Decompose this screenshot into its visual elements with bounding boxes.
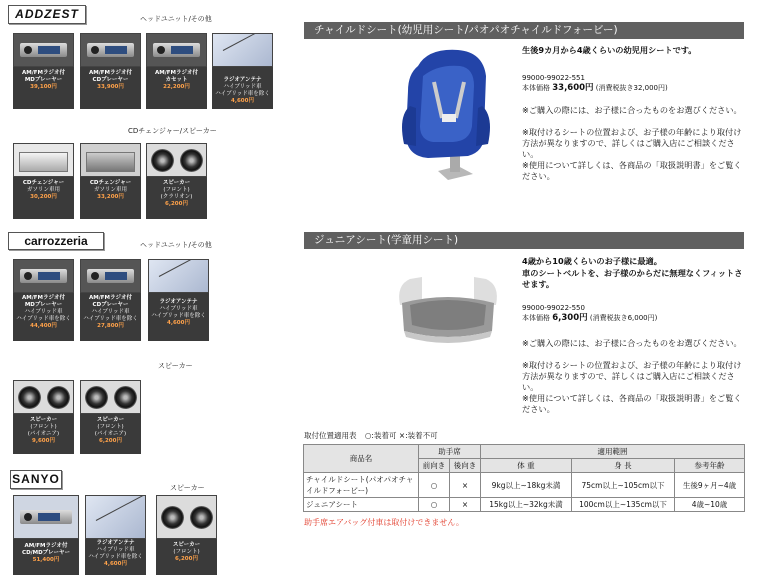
product-price: 6,200円 xyxy=(175,556,198,562)
product-card[interactable] xyxy=(156,495,217,575)
row-age: 4歳~10歳 xyxy=(675,498,745,512)
product-name: スピーカー xyxy=(172,542,201,548)
cassette-image xyxy=(146,33,207,67)
table-row xyxy=(304,498,745,512)
product-sub: ハイブリッド車 ハイブリッド車を除く xyxy=(83,309,138,322)
product-name: AM/FMラジオ付 MDプレーヤー xyxy=(22,70,65,83)
product-card[interactable] xyxy=(80,33,141,109)
product-price: 22,200円 xyxy=(163,84,190,90)
product-name: CDチェンジャー xyxy=(89,180,132,186)
col-header-age: 参考年齢 xyxy=(675,459,745,473)
product-card[interactable] xyxy=(13,495,79,575)
speaker-image xyxy=(146,143,207,177)
product-sub: (フロント) (クラリオン) xyxy=(160,187,193,200)
carrozzeria-logo: carrozzeria xyxy=(8,232,104,250)
product-price: 27,800円 xyxy=(97,323,124,329)
addzest-logo: ADDZEST xyxy=(8,5,86,24)
col-header-forward: 前向き xyxy=(419,459,450,473)
product-price: 33,900円 xyxy=(97,84,124,90)
product-price: 33,200円 xyxy=(97,194,124,200)
product-card[interactable] xyxy=(146,143,207,219)
col-header-backward: 後向き xyxy=(450,459,481,473)
md-player-image xyxy=(13,33,74,67)
junior-seat-image xyxy=(392,265,504,347)
price-note: (消費税抜き6,000円) xyxy=(589,314,658,322)
product-name: AM/FMラジオ付 CDプレーヤー xyxy=(89,295,132,308)
row-height: 75cm以上~105cm以下 xyxy=(572,473,675,498)
product-sub: ガソリン車用 xyxy=(26,187,60,193)
child-seat-note: ※使用について詳しくは、各商品の「取扱説明書」をご覧ください。 xyxy=(522,160,742,181)
product-card[interactable] xyxy=(13,259,74,341)
junior-seat-note: ※取付けるシートの位置および、お子様の年齢により取付け方法が異なりますので、詳しくはご購入店にご相談ください。 xyxy=(522,360,742,392)
cd-md-player-image xyxy=(13,495,79,539)
product-price: 30,200円 xyxy=(30,194,57,200)
child-seat-title-bar: チャイルドシート(幼児用シート/パオパオチャイルドフォービー) xyxy=(304,22,744,39)
product-name: ラジオアンテナ xyxy=(96,540,135,546)
junior-seat-price-line xyxy=(522,313,657,323)
antenna-image xyxy=(212,33,273,67)
product-price: 4,600円 xyxy=(231,98,254,104)
product-price: 51,400円 xyxy=(32,557,60,563)
col-header-name: 商品名 xyxy=(304,445,419,473)
product-price: 39,100円 xyxy=(30,84,57,90)
product-card[interactable] xyxy=(13,33,74,109)
fit-table-caption-line xyxy=(304,431,438,441)
antenna-image xyxy=(85,495,146,539)
airbag-warning: 助手席エアバッグ付車は取付けできません。 xyxy=(304,518,464,527)
product-name: ラジオアンテナ xyxy=(159,299,198,305)
product-sub: ハイブリッド車 ハイブリッド車を除く xyxy=(215,84,270,97)
product-name: ラジオアンテナ xyxy=(223,77,262,83)
product-price: 4,600円 xyxy=(104,561,127,567)
product-sub: (フロント) (パイオニア) xyxy=(94,424,127,437)
product-card[interactable] xyxy=(85,495,146,575)
fit-table-legend: ○:装着可 ×:装着不可 xyxy=(364,431,438,440)
fit-table-caption: 取付位置適用表 xyxy=(304,431,357,440)
cd-changer-image xyxy=(80,143,141,177)
product-sub: ハイブリッド車 ハイブリッド車を除く xyxy=(151,306,206,319)
row-weight: 9kg以上~18kg未満 xyxy=(481,473,572,498)
antenna-image xyxy=(148,259,209,293)
cd-player-image xyxy=(80,259,141,293)
row-weight: 15kg以上~32kg未満 xyxy=(481,498,572,512)
col-header-passenger: 助手席 xyxy=(419,445,481,459)
junior-seat-headline-2: 車のシートベルトを、お子様のからだに無理なくフィットさせます。 xyxy=(522,268,743,289)
product-card[interactable] xyxy=(148,259,209,341)
product-name: AM/FMラジオ付 CD/MDプレーヤー xyxy=(22,543,70,556)
child-seat-price: 33,600円 xyxy=(552,83,594,93)
speaker-image xyxy=(156,495,217,539)
product-name: AM/FMラジオ付 CDプレーヤー xyxy=(89,70,132,83)
child-seat-note: ※取付けるシートの位置および、お子様の年齢により取付け方法が異なりますので、詳しくはご購入店にご相談ください。 xyxy=(522,127,742,159)
row-forward: ○ xyxy=(419,473,450,498)
price-label: 本体価格 xyxy=(522,314,550,322)
junior-seat-part-no: 99000-99022-550 xyxy=(522,304,585,312)
product-card[interactable] xyxy=(13,143,74,219)
cd-player-image xyxy=(80,33,141,67)
child-seat-part-no: 99000-99022-551 xyxy=(522,74,585,82)
col-header-height: 身 長 xyxy=(572,459,675,473)
product-name: スピーカー xyxy=(162,180,191,186)
product-card[interactable] xyxy=(146,33,207,109)
product-price: 4,600円 xyxy=(167,320,190,326)
speaker-image xyxy=(13,380,74,414)
price-note: (消費税抜き32,000円) xyxy=(595,84,668,92)
product-price: 6,200円 xyxy=(99,438,122,444)
child-seat-price-line xyxy=(522,83,668,93)
sanyo-speaker-heading: スピーカー xyxy=(170,484,205,492)
product-price: 44,400円 xyxy=(30,323,57,329)
row-name: チャイルドシート(パオパオチャイルドフォービー) xyxy=(304,473,419,498)
product-card[interactable] xyxy=(80,259,141,341)
product-card[interactable] xyxy=(80,143,141,219)
child-seat-headline: 生後9カ月から4歳くらいの幼児用シートです。 xyxy=(522,45,697,55)
row-backward: × xyxy=(450,498,481,512)
product-card[interactable] xyxy=(13,380,74,454)
product-sub: ガソリン車用 xyxy=(93,187,127,193)
row-forward: ○ xyxy=(419,498,450,512)
price-label: 本体価格 xyxy=(522,84,550,92)
speaker-image xyxy=(80,380,141,414)
product-name: AM/FMラジオ付 MDプレーヤー xyxy=(22,295,65,308)
product-price: 6,200円 xyxy=(165,201,188,207)
carrozzeria-speaker-heading: スピーカー xyxy=(158,362,193,370)
product-card[interactable] xyxy=(80,380,141,454)
product-sub: (フロント) (パイオニア) xyxy=(27,424,60,437)
row-age: 生後9ヶ月~4歳 xyxy=(675,473,745,498)
sanyo-logo: SANYO xyxy=(10,470,62,489)
child-seat-image xyxy=(398,46,508,181)
cd-changer-image xyxy=(13,143,74,177)
product-price: 9,600円 xyxy=(32,438,55,444)
product-name: AM/FMラジオ付 カセット xyxy=(155,70,198,83)
product-name: スピーカー xyxy=(29,417,58,423)
row-height: 100cm以上~135cm以下 xyxy=(572,498,675,512)
junior-seat-headline-1: 4歳から10歳くらいのお子様に最適。 xyxy=(522,256,662,266)
carrozzeria-head-unit-heading: ヘッドユニット/その他 xyxy=(140,241,212,249)
product-name: CDチェンジャー xyxy=(22,180,65,186)
col-header-weight: 体 重 xyxy=(481,459,572,473)
product-sub: ハイブリッド車 ハイブリッド車を除く xyxy=(16,309,71,322)
junior-seat-title-bar: ジュニアシート(学童用シート) xyxy=(304,232,744,249)
md-player-image xyxy=(13,259,74,293)
addzest-head-unit-heading: ヘッドユニット/その他 xyxy=(140,15,212,23)
child-seat-note: ※ご購入の際には、お子様に合ったものをお選びください。 xyxy=(522,105,742,115)
product-sub: (フロント) xyxy=(173,549,200,555)
junior-seat-note: ※使用について詳しくは、各商品の「取扱説明書」をご覧ください。 xyxy=(522,393,742,414)
product-name: スピーカー xyxy=(96,417,125,423)
row-backward: × xyxy=(450,473,481,498)
row-name: ジュニアシート xyxy=(304,498,419,512)
product-sub: ハイブリッド車 ハイブリッド車を除く xyxy=(88,547,143,560)
junior-seat-price: 6,300円 xyxy=(552,313,588,323)
table-row xyxy=(304,473,745,498)
junior-seat-note: ※ご購入の際には、お子様に合ったものをお選びください。 xyxy=(522,338,742,348)
fit-table xyxy=(303,444,745,512)
product-card[interactable] xyxy=(212,33,273,109)
col-header-range: 適用範囲 xyxy=(481,445,745,459)
addzest-cd-heading: CDチェンジャー/スピーカー xyxy=(128,127,217,135)
